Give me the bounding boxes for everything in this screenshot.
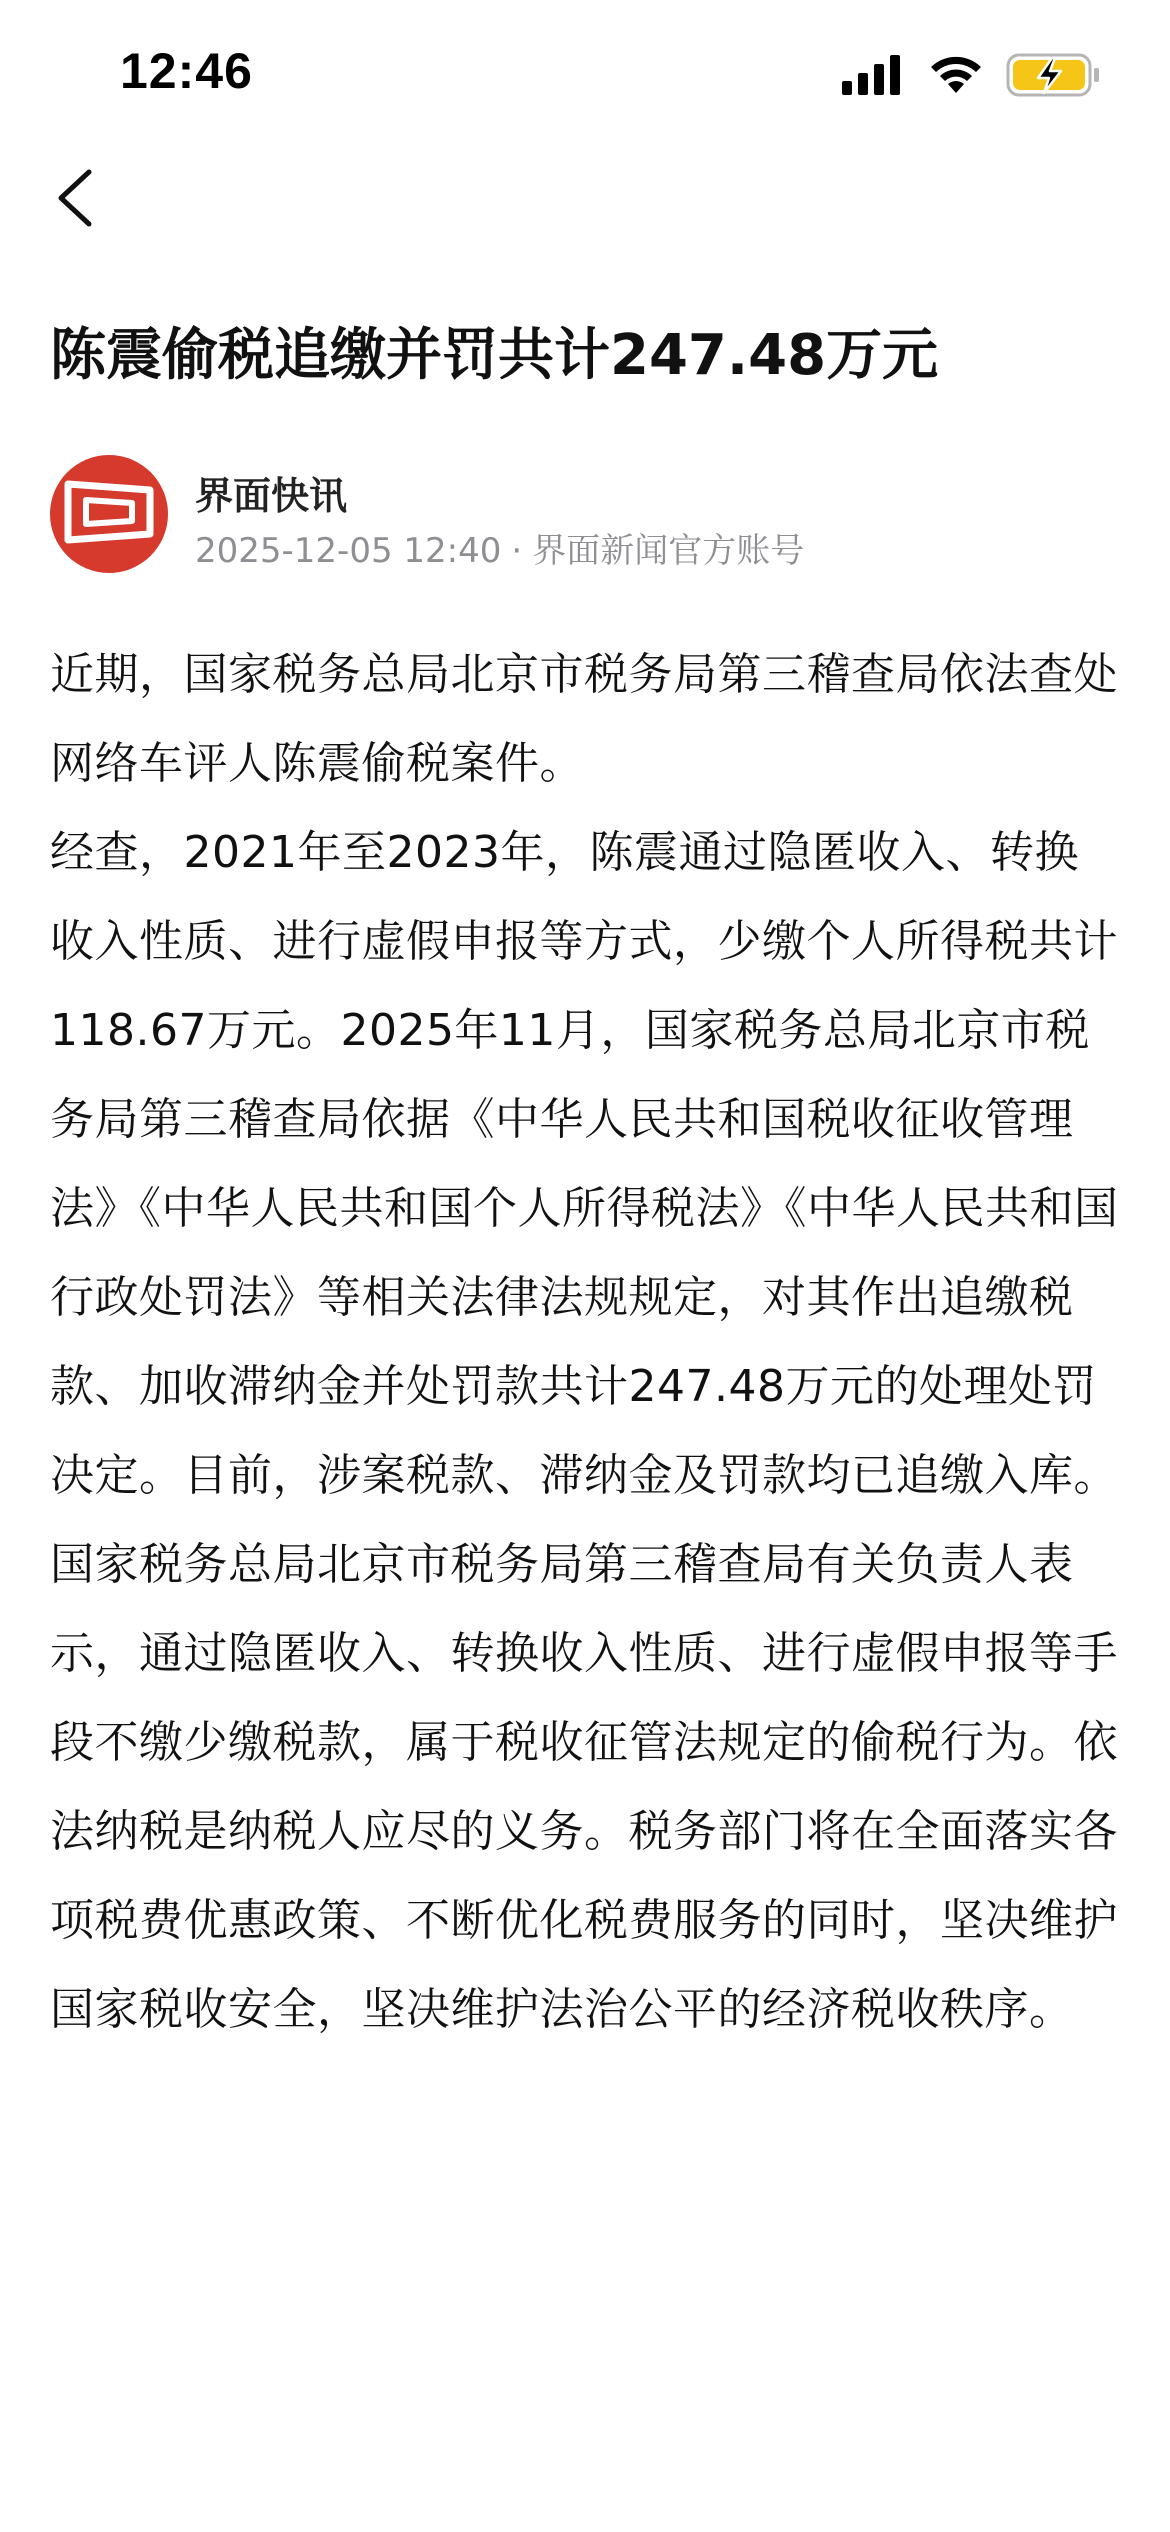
meta-separator: · [511, 531, 523, 571]
status-bar [0, 0, 1170, 150]
back-button[interactable] [40, 165, 110, 235]
article-title: 陈震偷税追缴并罚共计247.48万元 [50, 323, 939, 388]
status-icons [842, 52, 1102, 102]
article-paragraph: 经查，2021年至2023年，陈震通过隐匿收入、转换收入性质、进行虚假申报等方式，少缴个人所得税共计118.67万元。2025年11月，国家税务总局北京市税务局第三稽查局依据《中华人民共和国税收征收管理法》《中华人民共和国个人所得税法》《中华人民共和国行政处罚法》等相关法律法规规定，对其作出追缴税款、加收滞纳金并处罚款共计247.48万元的处理处罚决定。目前，涉案税款、滞纳金及罚款均已追缴入库。 [50, 827, 1119, 1501]
signal-icon [842, 55, 906, 99]
avatar[interactable] [50, 455, 168, 573]
article-paragraph: 近期，国家税务总局北京市税务局第三稽查局依法查处网络车评人陈震偷税案件。 [50, 649, 1118, 789]
battery-charging-icon [1006, 52, 1102, 102]
author-block[interactable] [50, 455, 1120, 580]
publish-datetime: 2025-12-05 12:40 [195, 531, 502, 571]
jiemian-logo-icon [64, 480, 154, 548]
author-meta [195, 523, 804, 572]
author-name[interactable]: 界面快讯 [195, 474, 348, 518]
article-body [50, 630, 1120, 2054]
account-type: 界面新闻官方账号 [532, 531, 805, 571]
chevron-left-icon [53, 168, 97, 232]
article-paragraph: 国家税务总局北京市税务局第三稽查局有关负责人表示，通过隐匿收入、转换收入性质、进行虚假申报等手段不缴少缴税款，属于税收征管法规定的偷税行为。依法纳税是纳税人应尽的义务。税务部门将在全面落实各项税费优惠政策、不断优化税费服务的同时，坚决维护国家税收安全，坚决维护法治公平的经济税收秩序。 [50, 1539, 1118, 2035]
status-time: 12:46 [120, 43, 253, 99]
wifi-icon [928, 55, 984, 99]
